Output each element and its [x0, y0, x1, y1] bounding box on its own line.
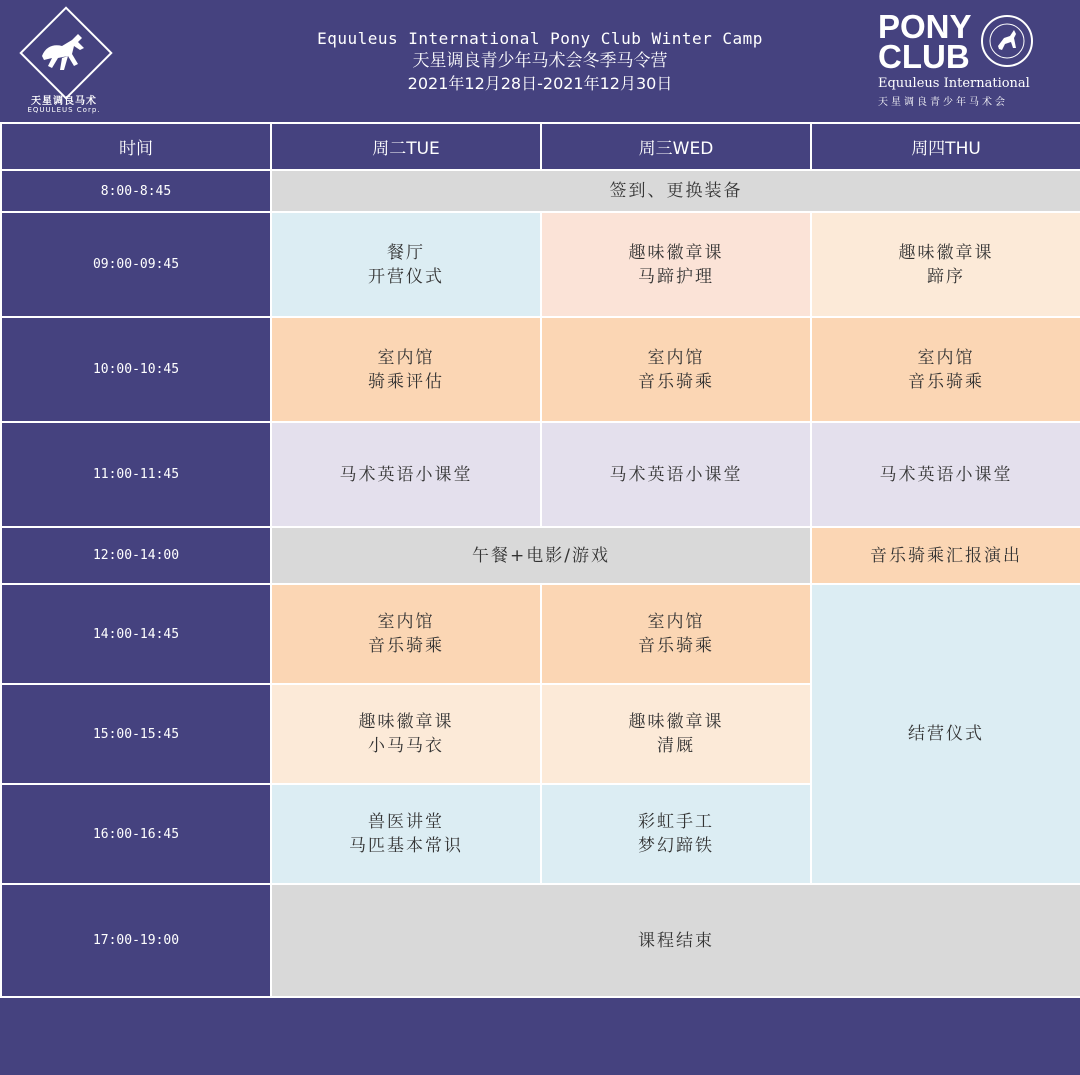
left-logo-en: EQUULEUS Corp.	[27, 106, 101, 114]
cell-line: 午餐+电影/游戏	[472, 545, 610, 566]
left-logo-cn: 天星调良马术	[31, 96, 97, 107]
pony-club-logo	[876, 8, 1046, 112]
table-row	[1, 884, 1080, 997]
cell-line: 小马马衣	[368, 736, 444, 756]
cell-line: 趣味徽章课	[358, 712, 454, 732]
cell-line: 趣味徽章课	[628, 712, 724, 732]
title-cn: 天星调良青少年马术会冬季马令营	[412, 51, 668, 71]
title-en: Equuleus International Pony Club Winter Camp	[317, 29, 763, 48]
table-row	[1, 527, 1080, 584]
time-cell: 17:00-19:00	[1, 884, 271, 997]
table-header-row	[1, 123, 1080, 170]
cell-line: 室内馆	[647, 347, 705, 368]
cell-line: 梦幻蹄铁	[638, 836, 714, 856]
col-header-time: 时间	[1, 123, 271, 170]
cell-line: 马术英语小课堂	[879, 464, 1013, 485]
time-cell: 15:00-15:45	[1, 684, 271, 784]
pony-club-wordmark	[878, 8, 972, 75]
schedule-cell	[541, 784, 811, 884]
schedule-cell	[271, 884, 1080, 997]
schedule-cell	[271, 684, 541, 784]
date-range: 2021年12月28日-2021年12月30日	[407, 74, 673, 93]
table-row	[1, 170, 1080, 212]
pony-club-emblem-icon	[980, 14, 1034, 68]
schedule-cell	[271, 317, 541, 422]
cell-line: 签到、更换装备	[609, 181, 743, 201]
schedule-cell	[541, 317, 811, 422]
table-row	[1, 422, 1080, 527]
schedule-table	[0, 122, 1080, 998]
pony-word: PONY	[878, 8, 972, 45]
cell-line: 蹄序	[927, 266, 965, 287]
cell-line: 清厩	[657, 736, 695, 756]
cell-line: 兽医讲堂	[368, 812, 444, 832]
cell-line: 趣味徽章课	[898, 242, 994, 263]
schedule-cell	[541, 422, 811, 527]
cell-line: 室内馆	[377, 347, 435, 368]
right-logo-sub-en: Equuleus International	[878, 76, 1030, 91]
table-row	[1, 584, 1080, 684]
cell-line: 马蹄护理	[638, 266, 714, 287]
cell-line: 室内馆	[917, 347, 975, 368]
cell-line: 开营仪式	[368, 266, 444, 287]
time-cell: 09:00-09:45	[1, 212, 271, 317]
col-header-tue: 周二TUE	[271, 123, 541, 170]
cell-line: 音乐骑乘	[638, 636, 714, 656]
schedule-cell	[811, 422, 1080, 527]
schedule-cell	[811, 317, 1080, 422]
schedule-cell	[271, 170, 1080, 212]
cell-line: 课程结束	[638, 930, 714, 951]
cell-line: 彩虹手工	[638, 812, 714, 832]
schedule-cell	[811, 527, 1080, 584]
schedule-cell	[271, 784, 541, 884]
cell-line: 室内馆	[377, 612, 435, 632]
col-header-wed: 周三WED	[541, 123, 811, 170]
cell-line: 马匹基本常识	[349, 836, 463, 856]
page-header	[0, 0, 1080, 122]
cell-line: 音乐骑乘	[368, 636, 444, 656]
club-word: CLUB	[878, 38, 970, 75]
schedule-cell	[271, 584, 541, 684]
cell-line: 趣味徽章课	[628, 242, 724, 263]
table-row	[1, 317, 1080, 422]
cell-line: 音乐骑乘	[638, 371, 714, 392]
cell-line: 马术英语小课堂	[609, 464, 743, 485]
schedule-cell	[811, 584, 1080, 884]
cell-line: 餐厅	[387, 242, 425, 263]
time-cell: 16:00-16:45	[1, 784, 271, 884]
title-block	[260, 28, 820, 95]
time-cell: 8:00-8:45	[1, 170, 271, 212]
time-cell: 10:00-10:45	[1, 317, 271, 422]
horse-icon	[28, 26, 100, 80]
time-cell: 12:00-14:00	[1, 527, 271, 584]
cell-line: 音乐骑乘	[908, 371, 984, 392]
schedule-cell	[541, 684, 811, 784]
cell-line: 音乐骑乘汇报演出	[870, 545, 1022, 566]
schedule-cell	[541, 212, 811, 317]
cell-line: 骑乘评估	[368, 371, 444, 392]
time-cell: 11:00-11:45	[1, 422, 271, 527]
time-cell: 14:00-14:45	[1, 584, 271, 684]
schedule-cell	[271, 422, 541, 527]
schedule-cell	[811, 212, 1080, 317]
col-header-thu: 周四THU	[811, 123, 1080, 170]
cell-line: 马术英语小课堂	[339, 464, 473, 485]
schedule-cell	[271, 212, 541, 317]
equuleus-logo	[18, 8, 110, 112]
cell-line: 结营仪式	[908, 724, 984, 744]
page-footer	[0, 998, 1080, 1075]
cell-line: 室内馆	[647, 612, 705, 632]
schedule-cell	[271, 527, 811, 584]
right-logo-sub-cn: 天星调良青少年马术会	[878, 97, 1008, 108]
table-row	[1, 212, 1080, 317]
schedule-cell	[541, 584, 811, 684]
